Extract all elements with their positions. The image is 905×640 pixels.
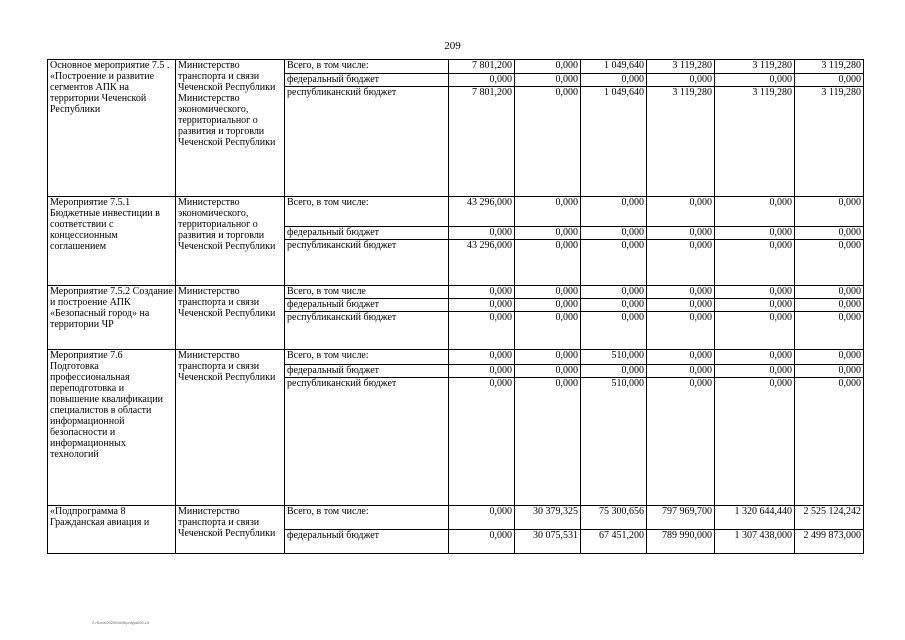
table-row — [48, 286, 864, 299]
amount-cell: 30 075,531 — [515, 530, 581, 554]
amount-cell: 0,000 — [581, 74, 647, 87]
amount-cell: 0,000 — [715, 299, 795, 312]
amount-cell: 43 296,000 — [449, 240, 515, 286]
measure-name-cell: Мероприятие 7.6 Подготовка профессиональная переподготовка и повышение квалификации специалистов в области информационной безопасности и информационных технологий — [48, 350, 176, 506]
amount-cell: 0,000 — [795, 286, 864, 299]
amount-cell: 0,000 — [515, 286, 581, 299]
budget-table — [47, 59, 864, 554]
amount-cell: 0,000 — [515, 350, 581, 365]
amount-cell: 0,000 — [795, 74, 864, 87]
amount-cell: 0,000 — [647, 227, 715, 240]
amount-cell: 0,000 — [581, 286, 647, 299]
measure-name-cell: Основное мероприятие 7.5 . «Построение и развитие сегментов АПК на территории Чеченской Республики — [48, 60, 176, 197]
amount-cell: 43 296,000 — [449, 197, 515, 227]
funding-source-cell: Всего, в том числе: — [285, 506, 449, 530]
amount-cell: 0,000 — [581, 227, 647, 240]
amount-cell: 0,000 — [449, 530, 515, 554]
amount-cell: 0,000 — [449, 365, 515, 378]
amount-cell: 0,000 — [515, 197, 581, 227]
amount-cell: 0,000 — [715, 197, 795, 227]
amount-cell: 0,000 — [515, 87, 581, 197]
amount-cell: 797 969,700 — [647, 506, 715, 530]
amount-cell: 30 379,325 — [515, 506, 581, 530]
executor-cell: Министерство транспорта и связи Чеченской Республики Министерство экономического, территориальног о развития и торговли Чеченской Республики — [176, 60, 285, 197]
table-row — [48, 197, 864, 227]
amount-cell: 0,000 — [515, 312, 581, 350]
amount-cell: 3 119,280 — [647, 87, 715, 197]
funding-source-cell: федеральный бюджет — [285, 227, 449, 240]
funding-source-cell: федеральный бюджет — [285, 299, 449, 312]
amount-cell: 0,000 — [581, 365, 647, 378]
funding-source-cell: республиканский бюджет — [285, 240, 449, 286]
amount-cell: 0,000 — [515, 378, 581, 506]
amount-cell: 510,000 — [581, 350, 647, 365]
amount-cell: 67 451,200 — [581, 530, 647, 554]
amount-cell: 0,000 — [647, 74, 715, 87]
funding-source-cell: Всего, в том числе: — [285, 197, 449, 227]
amount-cell: 0,000 — [581, 240, 647, 286]
funding-source-cell: федеральный бюджет — [285, 365, 449, 378]
amount-cell: 75 300,656 — [581, 506, 647, 530]
amount-cell: 0,000 — [715, 240, 795, 286]
amount-cell: 0,000 — [515, 60, 581, 74]
amount-cell: 2 525 124,242 — [795, 506, 864, 530]
amount-cell: 0,000 — [715, 312, 795, 350]
measure-name-cell: «Подпрограмма 8 Гражданская авиация и — [48, 506, 176, 554]
funding-source-cell: Всего, в том числе: — [285, 350, 449, 365]
amount-cell: 0,000 — [515, 74, 581, 87]
amount-cell: 2 499 873,000 — [795, 530, 864, 554]
amount-cell: 1 320 644,440 — [715, 506, 795, 530]
amount-cell: 0,000 — [715, 286, 795, 299]
funding-source-cell: федеральный бюджет — [285, 530, 449, 554]
amount-cell: 789 990,000 — [647, 530, 715, 554]
amount-cell: 0,000 — [449, 299, 515, 312]
page-number: 209 — [444, 40, 461, 52]
amount-cell: 0,000 — [647, 378, 715, 506]
amount-cell: 0,000 — [715, 365, 795, 378]
amount-cell: 0,000 — [449, 506, 515, 530]
executor-cell: Министерство транспорта и связи Чеченской Республики — [176, 350, 285, 506]
funding-source-cell: Всего, в том числе: — [285, 60, 449, 74]
amount-cell: 0,000 — [795, 240, 864, 286]
amount-cell: 1 049,640 — [581, 60, 647, 74]
funding-source-cell: Всего, в том числе — [285, 286, 449, 299]
amount-cell: 1 307 438,000 — [715, 530, 795, 554]
amount-cell: 0,000 — [449, 227, 515, 240]
amount-cell: 3 119,280 — [795, 87, 864, 197]
amount-cell: 0,000 — [515, 365, 581, 378]
amount-cell: 0,000 — [581, 299, 647, 312]
amount-cell: 0,000 — [449, 350, 515, 365]
amount-cell: 0,000 — [795, 197, 864, 227]
measure-name-cell: Мероприятие 7.5.2 Создание и построение АПК «Безопасный город» на территории ЧР — [48, 286, 176, 350]
amount-cell: 0,000 — [647, 299, 715, 312]
funding-source-cell: республиканский бюджет — [285, 378, 449, 506]
amount-cell: 0,000 — [581, 197, 647, 227]
amount-cell: 0,000 — [795, 312, 864, 350]
table-row — [48, 60, 864, 74]
amount-cell: 0,000 — [795, 350, 864, 365]
amount-cell: 3 119,280 — [715, 87, 795, 197]
table-row — [48, 350, 864, 365]
amount-cell: 0,000 — [715, 350, 795, 365]
amount-cell: 0,000 — [647, 197, 715, 227]
executor-cell: Министерство экономического, территориальног о развития и торговли Чеченской Республики — [176, 197, 285, 286]
amount-cell: 7 801,200 — [449, 60, 515, 74]
table-row — [48, 506, 864, 530]
amount-cell: 0,000 — [647, 240, 715, 286]
amount-cell: 0,000 — [515, 299, 581, 312]
amount-cell: 0,000 — [449, 312, 515, 350]
budget-table-body — [48, 60, 864, 554]
amount-cell: 510,000 — [581, 378, 647, 506]
executor-cell: Министерство транспорта и связи Чеченской Республики — [176, 286, 285, 350]
amount-cell: 0,000 — [647, 350, 715, 365]
amount-cell: 0,000 — [449, 286, 515, 299]
executor-cell: Министерство транспорта и связи Чеченской Республики — [176, 506, 285, 554]
amount-cell: 0,000 — [515, 240, 581, 286]
amount-cell: 1 049,640 — [581, 87, 647, 197]
amount-cell: 0,000 — [715, 378, 795, 506]
amount-cell: 0,000 — [715, 74, 795, 87]
amount-cell: 0,000 — [515, 227, 581, 240]
amount-cell: 0,000 — [449, 74, 515, 87]
amount-cell: 0,000 — [795, 378, 864, 506]
amount-cell: 0,000 — [449, 378, 515, 506]
funding-source-cell: федеральный бюджет — [285, 74, 449, 87]
amount-cell: 0,000 — [581, 312, 647, 350]
amount-cell: 3 119,280 — [795, 60, 864, 74]
amount-cell: 0,000 — [795, 299, 864, 312]
amount-cell: 3 119,280 — [715, 60, 795, 74]
measure-name-cell: Мероприятие 7.5.1 Бюджетные инвестиции в соответствии с концессионным соглашением — [48, 197, 176, 286]
amount-cell: 0,000 — [795, 227, 864, 240]
amount-cell: 3 119,280 — [647, 60, 715, 74]
funding-source-cell: республиканский бюджет — [285, 312, 449, 350]
funding-source-cell: республиканский бюджет — [285, 87, 449, 197]
amount-cell: 0,000 — [795, 365, 864, 378]
amount-cell: 0,000 — [715, 227, 795, 240]
amount-cell: 0,000 — [647, 365, 715, 378]
amount-cell: 0,000 — [647, 312, 715, 350]
amount-cell: 7 801,200 — [449, 87, 515, 197]
footer-note: Z:/Sour/2020/0405/polyp6/00-Lit — [92, 620, 150, 625]
amount-cell: 0,000 — [647, 286, 715, 299]
